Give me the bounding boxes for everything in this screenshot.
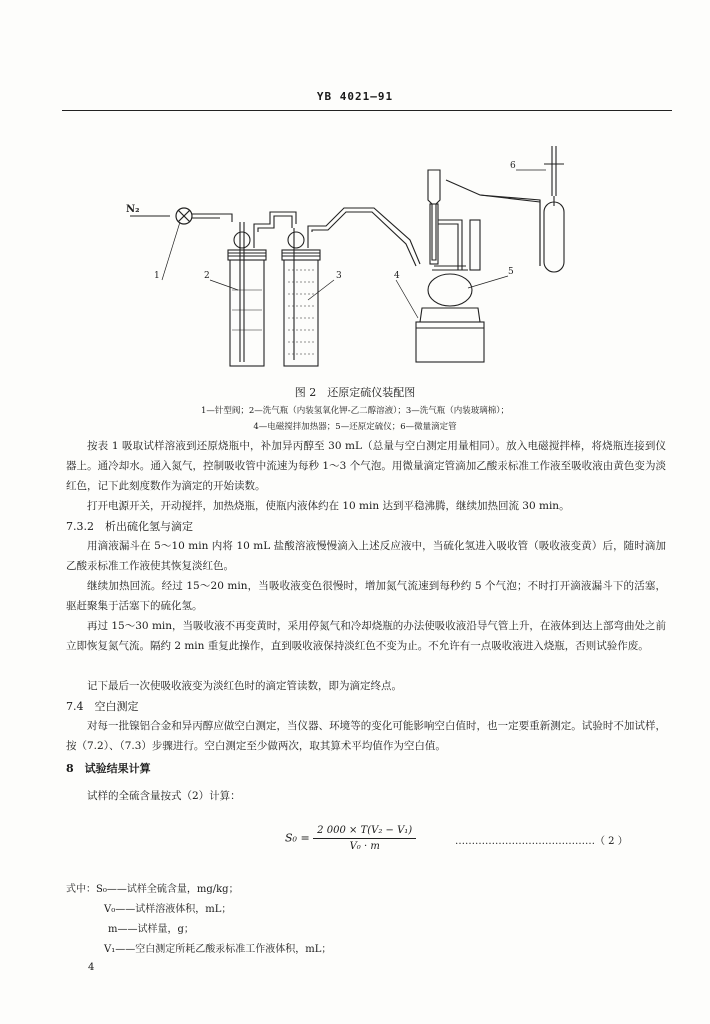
page-number: 4 (88, 962, 95, 973)
wash-bottle-3 (282, 228, 320, 366)
callout-3: 3 (336, 271, 342, 281)
equation-denominator: V₀ · m (349, 841, 380, 852)
callout-6: 6 (510, 161, 516, 171)
paragraph-7: 对每一批镍铝合金和异丙醇应做空白测定，当仪器、环境等的变化可能影响空白值时，也一定要重新测定。试验时不加试样，按（7.2）、（7.3）步骤进行。空白测定至少做两次，取其算术平均值作为空白值。 (66, 720, 666, 752)
paragraph-1: 按表 1 吸取试样溶液到还原烧瓶中，补加异丙醇至 30 mL（总量与空白测定用量相同）。放入电磁搅拌棒，将烧瓶连接到仪器上。通冷却水。通入氮气，控制吸收管中流速为每秒 1～3 个气泡。用微量滴定管滴加乙酸汞标准工作液至吸收液由黄色变为淡红色，记下此刻度数作为滴定的开始读数。 (66, 440, 666, 492)
stirrer-heater (416, 308, 484, 362)
paragraph-4: 继续加热回流。经过 15～20 min，当吸收液变色很慢时，增加氮气流速到每秒约 5 个气泡；不时打开滴液漏斗下的活塞，驱赶聚集于活塞下的硫化氢。 (66, 580, 666, 612)
where-line-3: m——试样量，g； (108, 924, 194, 935)
paragraph-2: 打开电源开关，开动搅拌，加热烧瓶，使瓶内液体约在 10 min 达到平稳沸腾，继续加热回流 30 min。 (87, 500, 570, 512)
equation-numerator: 2 000 × T(V₂ − V₁) (313, 825, 416, 839)
callout-lines (162, 170, 546, 318)
wash-bottle-2 (228, 222, 266, 366)
needle-valve (176, 208, 192, 224)
where-intro: 式中： (66, 884, 96, 895)
micro-burette (544, 146, 564, 206)
absorption-tube (540, 200, 564, 272)
section-7-3-2: 7.3.2 析出硫化氢与滴定 (66, 520, 193, 533)
figure-legend-1: 1—针型阀；2—洗气瓶（内装氢氧化钾-乙二醇溶液）；3—洗气瓶（内装玻璃棉）； (200, 406, 510, 416)
paragraph-3: 用滴液漏斗在 5～10 min 内将 10 mL 盐酸溶液慢慢滴入上述反应液中，当硫化氢进入吸收管（吸收液变黄）后，随时滴加乙酸汞标准工作液使其恢复淡红色。 (66, 540, 666, 572)
figure-caption: 图 2 还原定硫仪装配图 (294, 386, 416, 399)
callout-5: 5 (508, 267, 514, 277)
callout-4: 4 (394, 271, 400, 281)
section-8: 8 试验结果计算 (66, 762, 151, 775)
equation-2 (285, 825, 416, 852)
callout-2: 2 (204, 271, 210, 281)
paragraph-5: 再过 15～30 min，当吸收液不再变黄时，采用停氮气和冷却烧瓶的办法使吸收液沿导气管上升，在液体到达上部弯曲处之前立即恢复氮气流。隔约 2 min 重复此操作，直到吸收液保持淡红色不变为止。不允许有一点吸收液进入烧瓶，否则试验作废。 (66, 620, 666, 652)
where-line-4: V₁——空白测定所耗乙酸汞标准工作液体积，mL； (104, 944, 332, 955)
where-line-1: S₀——试样全硫含量，mg/kg； (96, 884, 239, 895)
reduction-apparatus (428, 170, 540, 306)
header-rule (62, 110, 672, 111)
equation-lhs: S₀ = (285, 831, 310, 845)
n2-label: N₂ (126, 204, 140, 215)
callout-1: 1 (154, 271, 160, 281)
where-line-2: V₀——试样溶液体积，mL； (104, 904, 232, 915)
figure-legend-2: 4—电磁搅拌加热器；5—还原定硫仪；6—微量滴定管 (253, 422, 457, 432)
equation-number: ……………………………………（ 2 ） (455, 836, 628, 847)
paragraph-6: 记下最后一次使吸收液变为淡红色时的滴定管读数，即为滴定终点。 (87, 680, 402, 692)
section-7-4: 7.4 空白测定 (66, 700, 139, 713)
doc-header: YB 4021—91 (316, 90, 394, 103)
equation-fraction (313, 825, 416, 852)
apparatus-figure (120, 140, 680, 375)
paragraph-8: 试样的全硫含量按式（2）计算： (87, 790, 241, 802)
